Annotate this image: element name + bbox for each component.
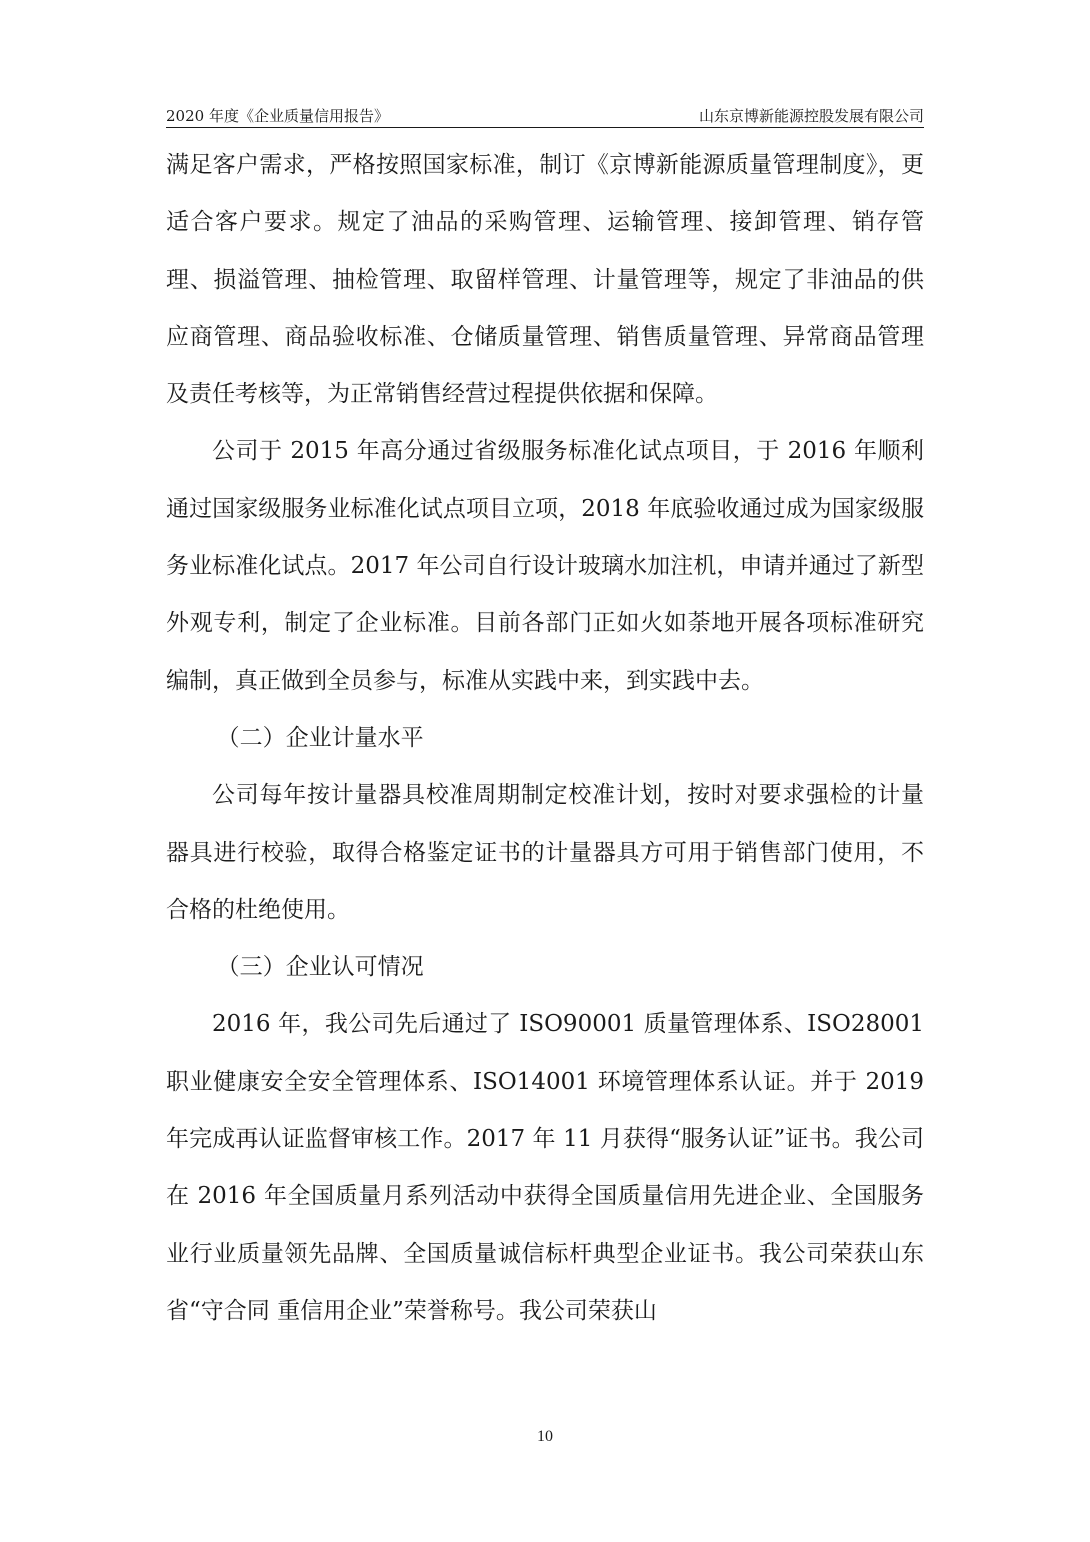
section-heading-metrology: （二）企业计量水平 [216, 724, 424, 751]
paragraph-standards-policy: 满足客户需求，严格按照国家标准，制订《京博新能源质量管理制度》，更适合客户要求。规定了油品的采购管理、运输管理、接卸管理、销存管理、损溢管理、抽检管理、取留样管理、计量管理等，规定了非油品的供应商管理、商品验收标准、仓储质量管理、销售质量管理、异常商品管理及责任考核等，为正常销售经营过程提供依据和保障。 [166, 152, 924, 408]
paragraph-metrology: 公司每年按计量器具校准周期制定校准计划，按时对要求强检的计量器具进行校验，取得合格鉴定证书的计量器具方可用于销售部门使用，不合格的杜绝使用。 [166, 782, 924, 923]
paragraph-standardization-pilot: 公司于 2015 年高分通过省级服务标准化试点项目，于 2016 年顺利通过国家级服务业标准化试点项目立项，2018 年底验收通过成为国家级服务业标准化试点。2017 年公司自行设计玻璃水加注机，申请并通过了新型外观专利，制定了企业标准。目前各部门正如火如荼地开展各项标准研究编制，真正做到全员参与，标准从实践中来，到实践中去。 [166, 438, 924, 694]
company-name: 山东京博新能源控股发展有限公司 [698, 107, 924, 125]
page-header [166, 104, 924, 128]
header-divider [166, 127, 924, 128]
section-heading-certification: （三）企业认可情况 [216, 954, 424, 981]
page-number: 10 [537, 1428, 553, 1445]
document-body [166, 137, 924, 1340]
document-title: 2020 年度《企业质量信用报告》 [166, 107, 389, 125]
paragraph-certification: 2016 年，我公司先后通过了 ISO90001 质量管理体系、ISO28001 职业健康安全安全管理体系、ISO14001 环境管理体系认证。并于 2019 年完成再认证监督审核工作。2017 年 11 月获得“服务认证”证书。我公司在 2016 年全国质量月系列活动中获得全国质量信用先进企业、全国服务业行业质量领先品牌、全国质量诚信标杆典型企业证书。我公司荣获山东省“守合同 重信用企业”荣誉称号。我公司荣获山 [166, 1011, 924, 1324]
